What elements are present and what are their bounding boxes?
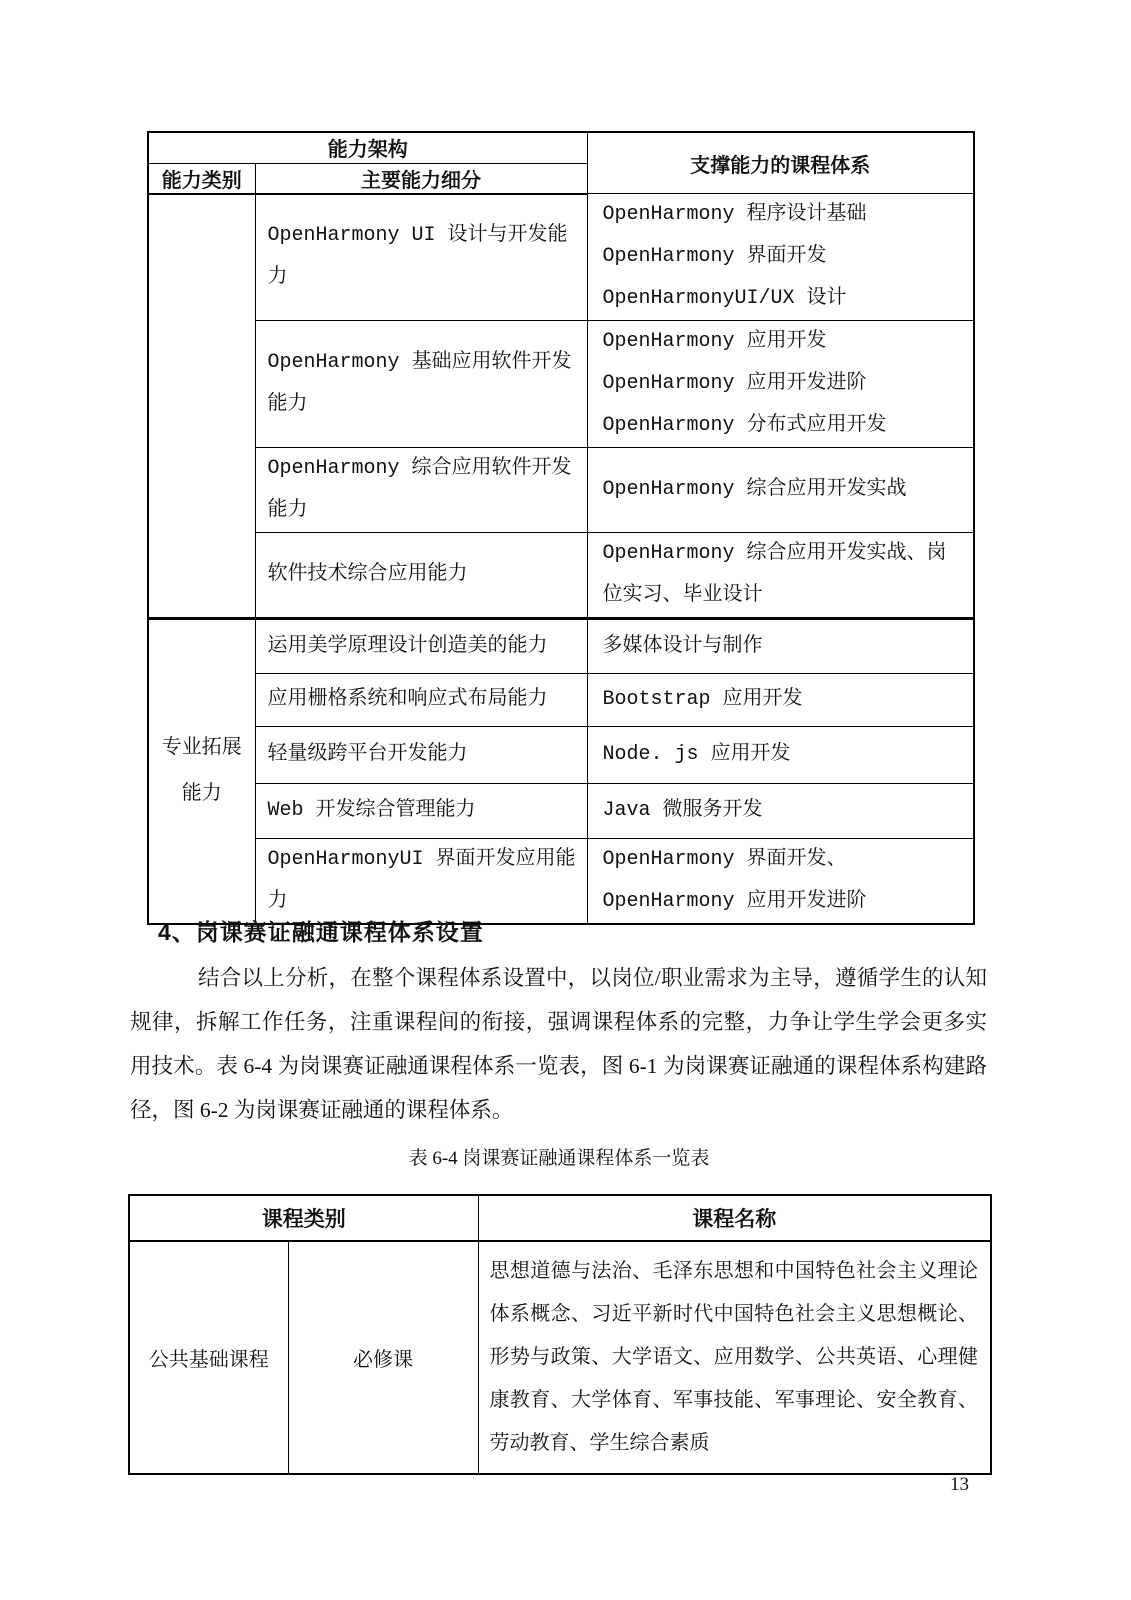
courses-cell xyxy=(587,674,974,727)
capability-architecture-header: 能力架构 xyxy=(148,132,587,163)
capability-cell: OpenHarmony UI 设计与开发能力 xyxy=(255,194,587,321)
courses-cell xyxy=(587,784,974,839)
page-number: 13 xyxy=(950,1474,969,1495)
table-row xyxy=(148,727,974,784)
course-item: OpenHarmony 应用开发 xyxy=(602,330,827,353)
course-item: 多媒体设计与制作 xyxy=(602,634,763,658)
capability-cell: OpenHarmony 综合应用软件开发能力 xyxy=(255,448,587,533)
course-category-cell: 公共基础课程 xyxy=(129,1241,288,1474)
courses-cell xyxy=(587,321,974,448)
course-item: OpenHarmony 综合应用开发实战 xyxy=(602,478,907,501)
section-heading: 4、岗课赛证融通课程体系设置 xyxy=(158,919,484,945)
courses-cell xyxy=(587,448,974,533)
course-type-cell: 必修课 xyxy=(288,1241,478,1474)
course-item: OpenHarmony 界面开发、OpenHarmony 应用开发进阶 xyxy=(602,848,867,913)
capability-table xyxy=(147,131,975,925)
course-item: OpenHarmony 程序设计基础 xyxy=(602,203,867,226)
course-table xyxy=(128,1194,992,1475)
course-item: OpenHarmony 应用开发进阶 xyxy=(602,372,867,395)
courses-cell xyxy=(587,727,974,784)
course-item: OpenHarmonyUI/UX 设计 xyxy=(602,287,847,310)
capability-cell: 应用栅格系统和响应式布局能力 xyxy=(255,674,587,727)
table-row xyxy=(148,321,974,448)
capability-detail-header: 主要能力细分 xyxy=(255,163,587,194)
courses-cell xyxy=(587,619,974,674)
category-cell: 专业拓展能力 xyxy=(148,619,255,925)
course-item: OpenHarmony 分布式应用开发 xyxy=(602,414,887,437)
table-row xyxy=(148,448,974,533)
capability-cell: OpenHarmonyUI 界面开发应用能力 xyxy=(255,839,587,925)
course-item: Java 微服务开发 xyxy=(602,799,763,822)
course-category-header: 课程类别 xyxy=(129,1195,478,1241)
course-item: OpenHarmony 界面开发 xyxy=(602,245,827,268)
courses-cell xyxy=(587,839,974,925)
table-row xyxy=(148,839,974,925)
courses-cell xyxy=(587,533,974,619)
capability-table-header-row-1 xyxy=(148,132,974,163)
category-cell xyxy=(148,194,255,619)
table-row xyxy=(148,619,974,674)
capability-cell: OpenHarmony 基础应用软件开发能力 xyxy=(255,321,587,448)
course-names-cell: 思想道德与法治、毛泽东思想和中国特色社会主义理论体系概念、习近平新时代中国特色社会主义思想概论、形势与政策、大学语文、应用数学、公共英语、心理健康教育、大学体育、军事技能、军事理论、安全教育、劳动教育、学生综合素质 xyxy=(478,1241,991,1474)
course-item: Bootstrap 应用开发 xyxy=(602,688,803,711)
course-system-header: 支撑能力的课程体系 xyxy=(587,132,974,194)
table-row xyxy=(148,784,974,839)
course-name-header: 课程名称 xyxy=(478,1195,991,1241)
body-paragraph: 结合以上分析，在整个课程体系设置中，以岗位/职业需求为主导，遵循学生的认知规律，拆解工作任务，注重课程间的衔接，强调课程体系的完整，力争让学生学会更多实用技术。表 6-4 为岗课赛证融通课程体系一览表，图 6-1 为岗课赛证融通的课程体系构建路径，图 6-2 为岗课赛证融通的课程体系。 xyxy=(130,966,987,1122)
course-table-header-row xyxy=(129,1195,991,1241)
capability-cell: Web 开发综合管理能力 xyxy=(255,784,587,839)
courses-cell xyxy=(587,194,974,321)
capability-category-header: 能力类别 xyxy=(148,163,255,194)
course-item: OpenHarmony 综合应用开发实战、岗位实习、毕业设计 xyxy=(602,542,947,607)
capability-cell: 轻量级跨平台开发能力 xyxy=(255,727,587,784)
table-row xyxy=(148,674,974,727)
table-row xyxy=(148,194,974,321)
table-row xyxy=(129,1241,991,1474)
table-caption: 表 6-4 岗课赛证融通课程体系一览表 xyxy=(408,1148,710,1169)
capability-cell: 运用美学原理设计创造美的能力 xyxy=(255,619,587,674)
table-row xyxy=(148,533,974,619)
course-item: Node. js 应用开发 xyxy=(602,743,791,766)
capability-cell: 软件技术综合应用能力 xyxy=(255,533,587,619)
